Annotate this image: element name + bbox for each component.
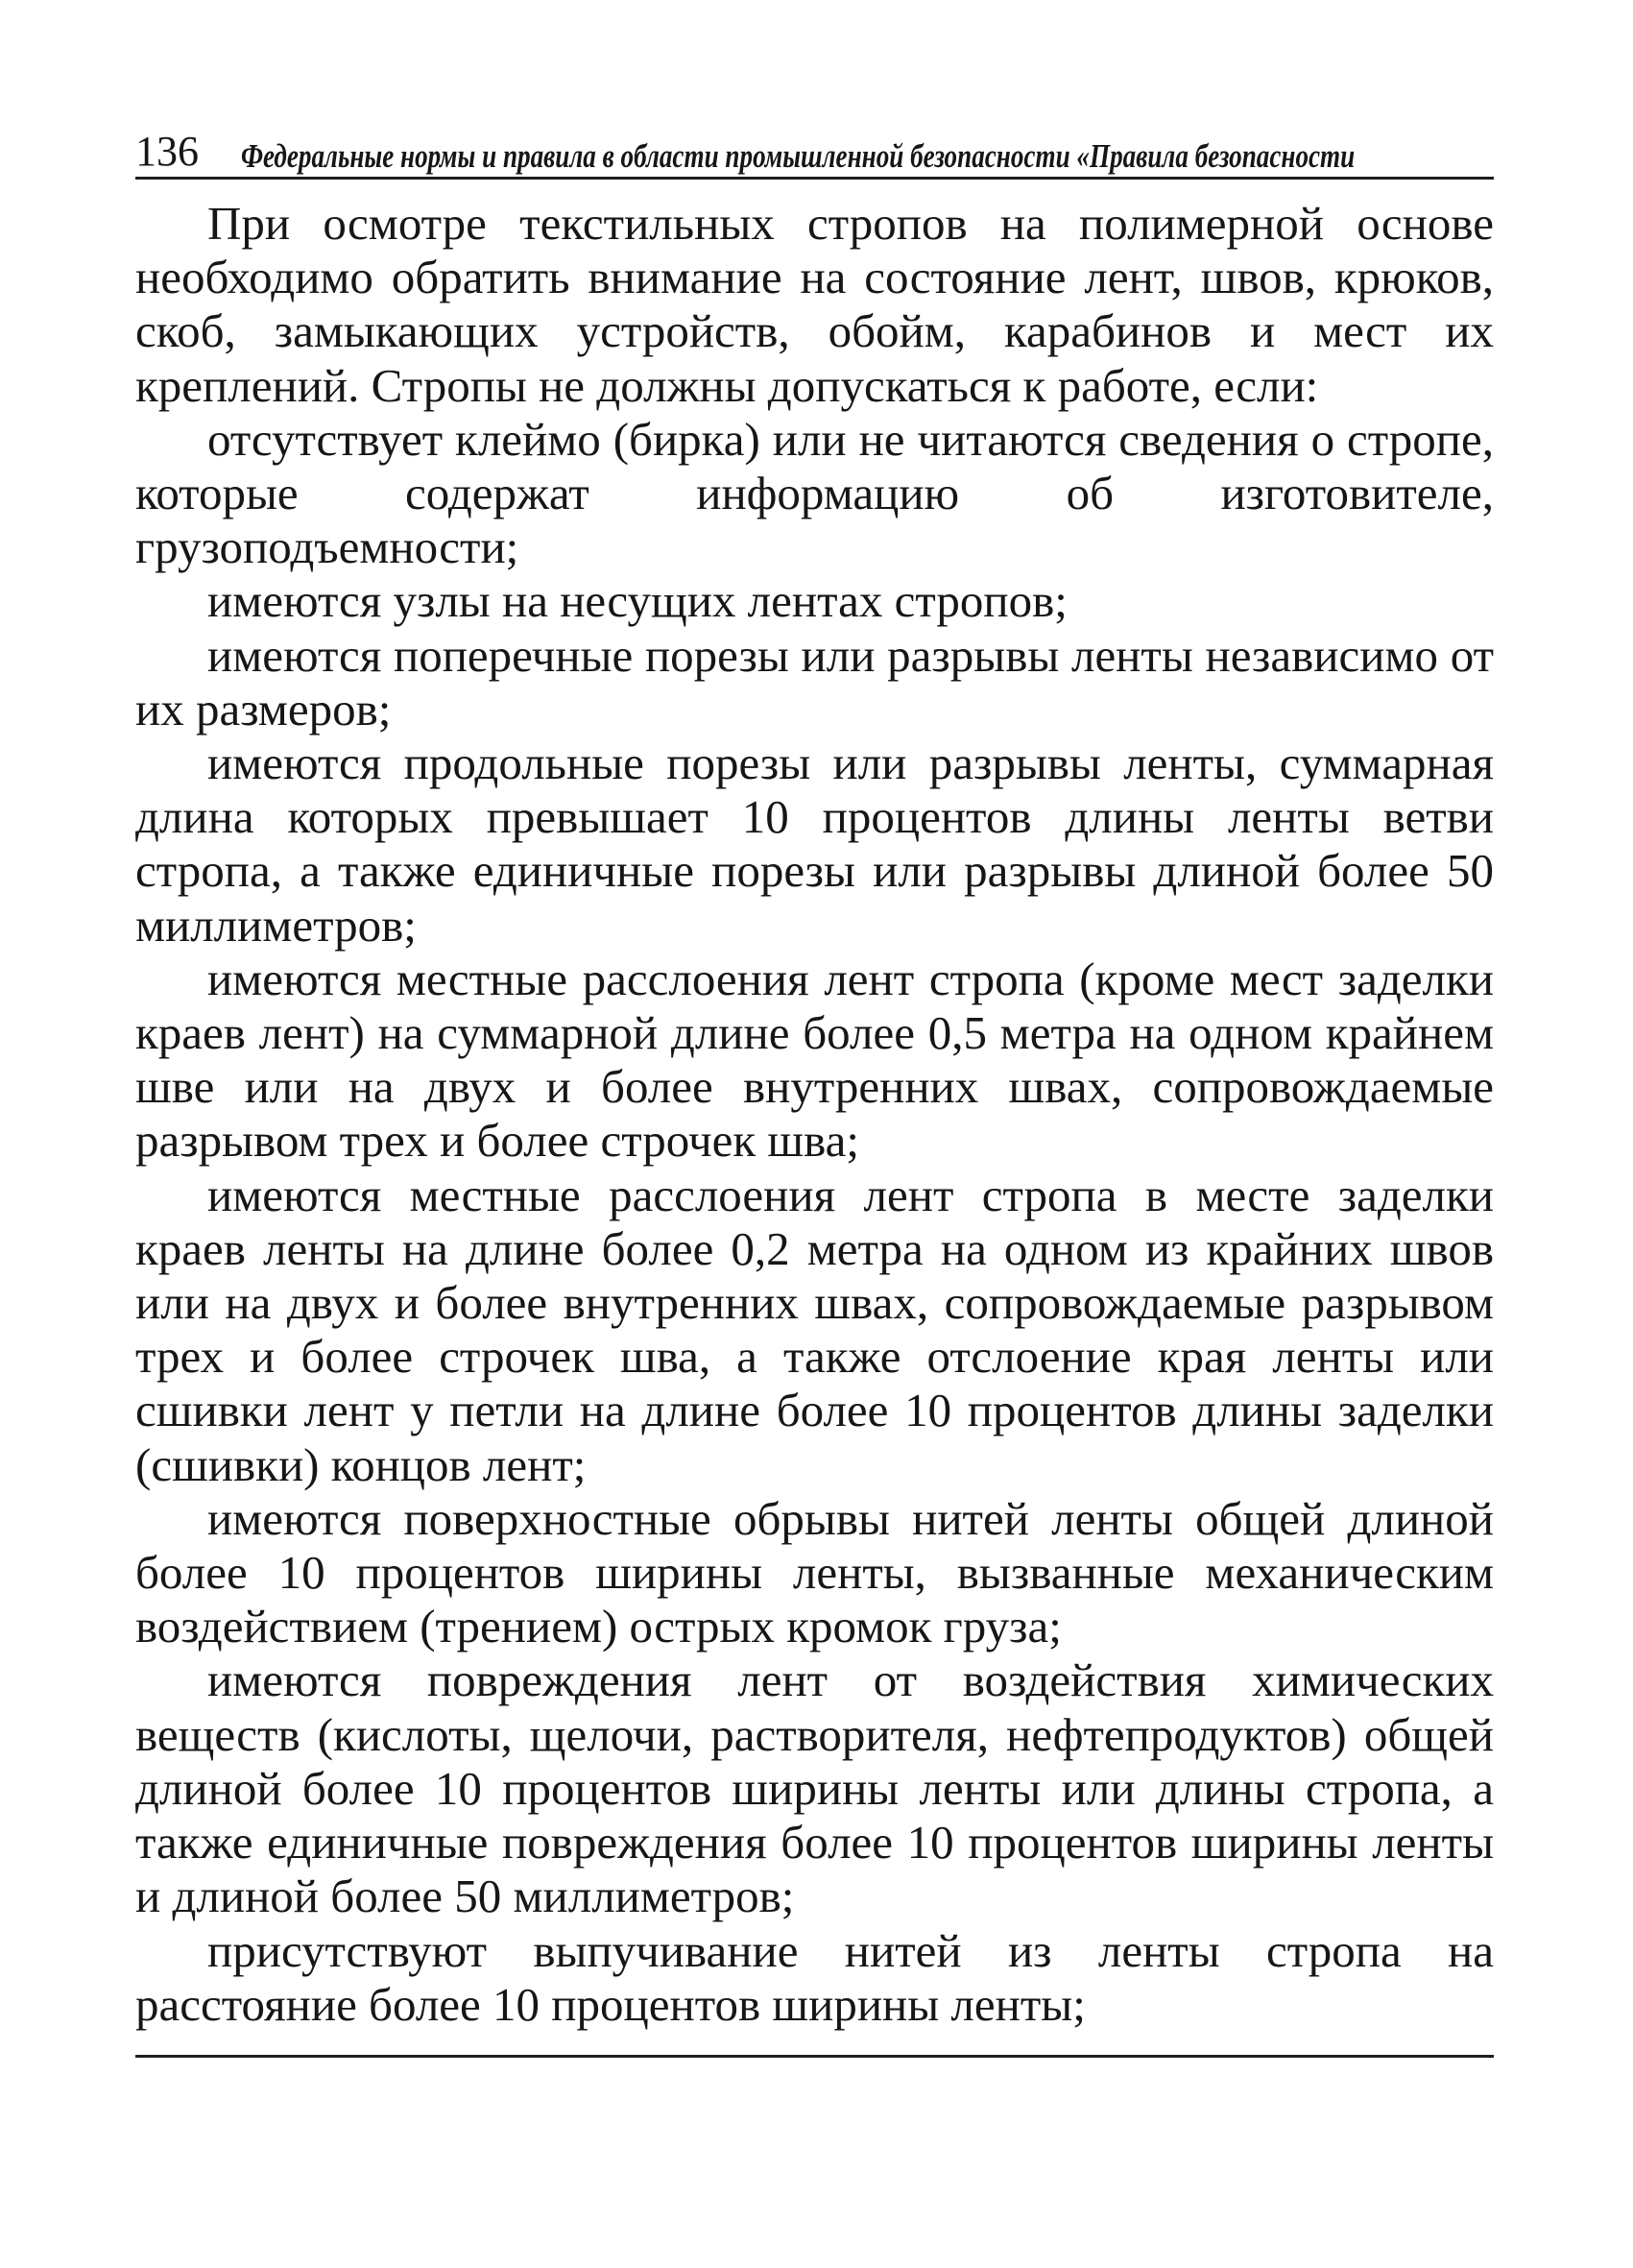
- list-item: имеются повреждения лент от воздействия химических веществ (кислоты, щелочи, растворителя, нефтепродуктов) общей длиной более 10 процентов ширины ленты или длины стропа, а также единичные повреждения более 10 процентов ширины ленты и длиной более 50 миллиметров;: [135, 1653, 1494, 1923]
- body-text: [135, 197, 1494, 2032]
- running-title: Федеральные нормы и правила в области промышленной безопасности «Правила безопасности: [241, 137, 1356, 175]
- list-item: имеются продольные порезы или разрывы ленты, суммарная длина которых превышает 10 процентов длины ленты ветви стропа, а также единичные порезы или разрывы длиной более 50 миллиметров;: [135, 736, 1494, 952]
- list-item: имеются местные расслоения лент стропа в месте заделки краев ленты на длине более 0,2 метра на одном из крайних швов или на двух и более внутренних швах, сопровождаемые разрывом трех и более строчек шва, а также отслоение края ленты или сшивки лент у петли на длине более 10 процентов длины заделки (сшивки) концов лент;: [135, 1168, 1494, 1491]
- list-item: имеются поперечные порезы или разрывы ленты независимо от их размеров;: [135, 628, 1494, 736]
- footer-rule: [135, 2055, 1494, 2058]
- list-item: отсутствует клеймо (бирка) или не читаются сведения о стропе, которые содержат информацию об изготовителе, грузоподъемности;: [135, 412, 1494, 574]
- header-rule: [135, 177, 1494, 180]
- book-page: [135, 123, 1494, 2058]
- paragraph-intro: При осмотре текстильных стропов на полимерной основе необходимо обратить внимание на состояние лент, швов, крюков, скоб, замыкающих устройств, обойм, карабинов и мест их креплений. Стропы не должны допускаться к работе, если:: [135, 197, 1494, 412]
- running-header: [135, 123, 1494, 173]
- list-item: имеются местные расслоения лент стропа (кроме мест заделки краев лент) на суммарной длине более 0,5 метра на одном крайнем шве или на двух и более внутренних швах, сопровождаемые разрывом трех и более строчек шва;: [135, 952, 1494, 1168]
- page-number: 136: [135, 128, 199, 175]
- list-item: имеются узлы на несущих лентах стропов;: [207, 574, 1068, 628]
- list-item: имеются поверхностные обрывы нитей ленты общей длиной более 10 процентов ширины ленты, вызванные механическим воздействием (трением) острых кромок груза;: [135, 1491, 1494, 1653]
- list-item: присутствуют выпучивание нитей из ленты стропа на расстояние более 10 процентов ширины ленты;: [135, 1923, 1494, 2031]
